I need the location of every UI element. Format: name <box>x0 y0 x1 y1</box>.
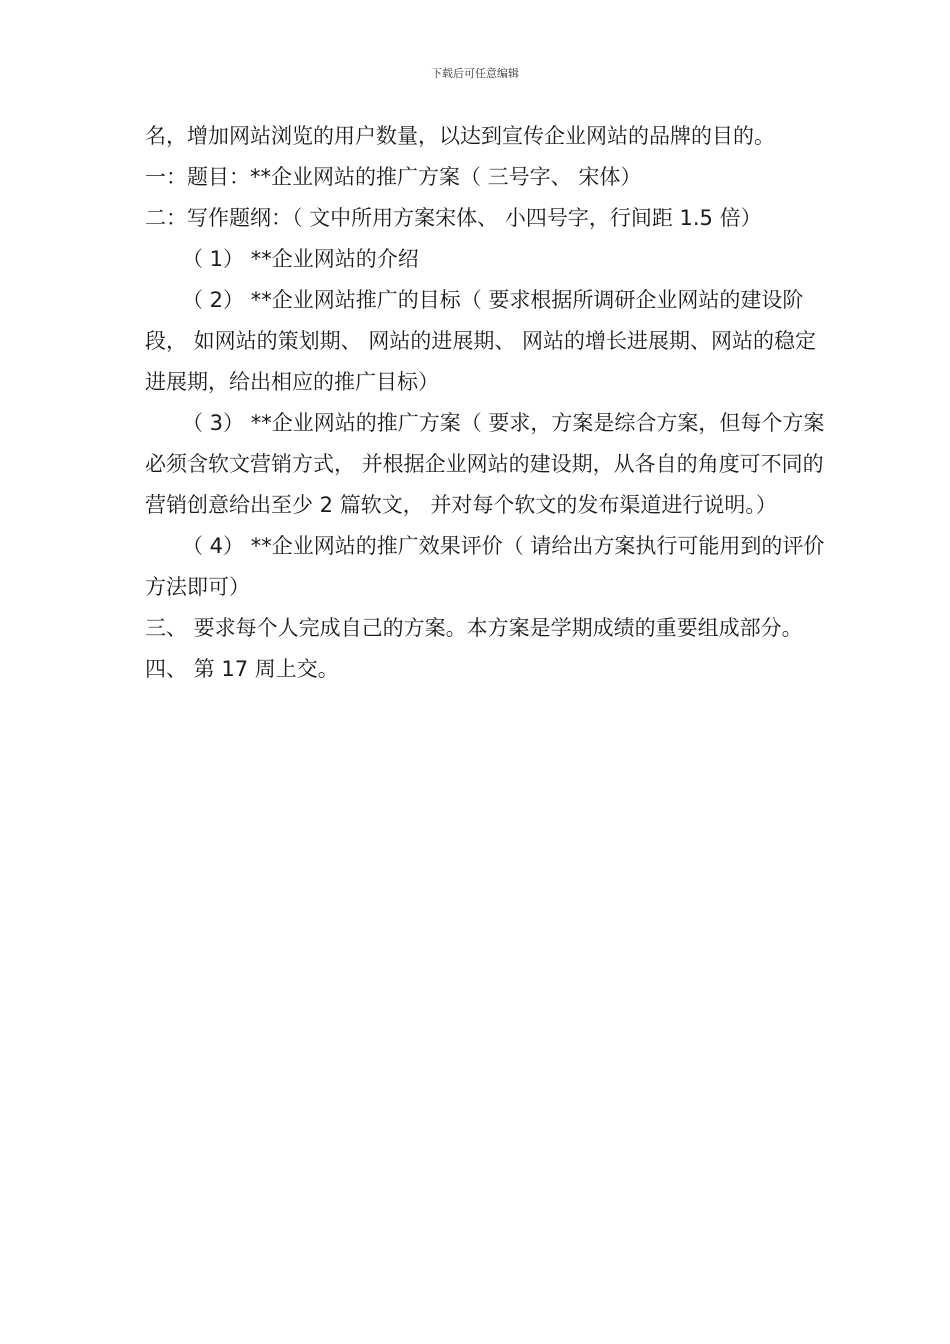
paragraph-requirement: 三、 要求每个人完成自己的方案。本方案是学期成绩的重要组成部分。 <box>145 616 803 640</box>
outline-item-4: （ 4） **企业网站的推广效果评价（ 请给出方案执行可能用到的评价方法即可） <box>145 534 825 599</box>
page-header: 下载后可任意编辑 <box>431 67 519 80</box>
paragraph-intro: 名，增加网站浏览的用户数量，以达到宣传企业网站的品牌的目的。 <box>145 124 775 148</box>
document-body <box>145 116 835 690</box>
paragraph-title-item: 一：题目：**企业网站的推广方案（ 三号字、 宋体） <box>145 165 642 189</box>
outline-item-2: （ 2） **企业网站推广的目标（ 要求根据所调研企业网站的建设阶段， 如网站的策划期、 网站的进展期、 网站的增长进展期、网站的稳定进展期，给出相应的推广目标） <box>145 288 817 394</box>
paragraph-outline-item: 二：写作题纲：（ 文中所用方案宋体、 小四号字，行间距 1.5 倍） <box>145 206 762 230</box>
paragraph-deadline: 四、 第 17 周上交。 <box>145 657 339 681</box>
outline-item-3: （ 3） **企业网站的推广方案（ 要求，方案是综合方案，但每个方案必须含软文营销方式， 并根据企业网站的建设期，从各自的角度可不同的营销创意给出至少 2 篇软文， 并对每个软文的发布渠道进行说明。） <box>145 411 825 517</box>
outline-item-1: （ 1） **企业网站的介绍 <box>182 247 419 271</box>
